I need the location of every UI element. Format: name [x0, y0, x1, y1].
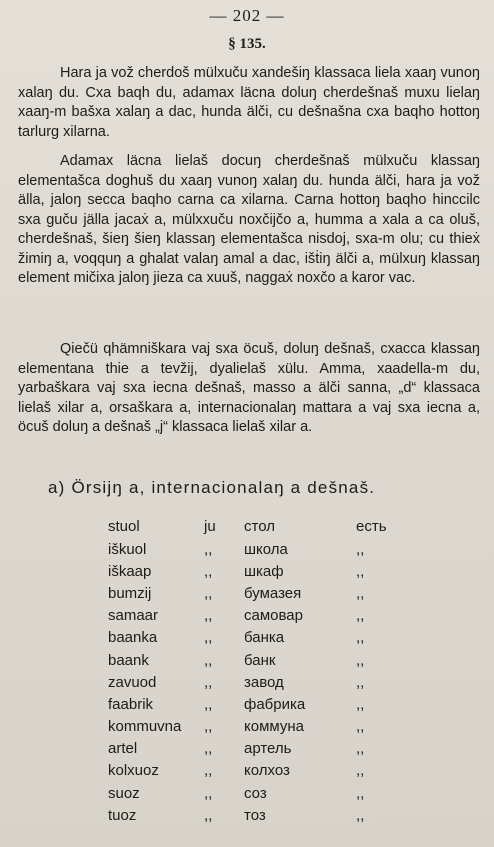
row-verb: ,,	[204, 784, 213, 802]
row-verb: ,,	[204, 562, 213, 580]
row-russian: шкаф	[244, 562, 284, 580]
row-word: suoz	[108, 784, 140, 802]
row-russian-verb: ,,	[356, 540, 365, 558]
table-row	[108, 760, 416, 782]
row-russian: завод	[244, 673, 284, 691]
row-russian-verb: ,,	[356, 607, 365, 625]
row-word: iškuol	[108, 540, 147, 558]
page-number: — 202 —	[209, 6, 285, 25]
row-russian-verb: ,,	[356, 806, 365, 824]
header-verb: ju	[204, 517, 216, 535]
row-russian-verb: ,,	[356, 718, 365, 736]
row-word: samaar	[108, 607, 159, 625]
row-russian-verb: ,,	[356, 740, 365, 758]
row-verb: ,,	[204, 718, 213, 736]
row-word: baank	[108, 651, 149, 669]
header-russian: стол	[244, 517, 275, 535]
row-verb: ,,	[204, 806, 213, 824]
table-row	[108, 538, 416, 560]
table-row	[108, 627, 416, 649]
word-table	[108, 514, 416, 826]
paragraph-2: Adamax läcna lielaš docuŋ cherdešnaš mülxuču klassaŋ elementašca doghuš du xaaŋ vunoŋ xalaŋ du. hunda älči, hara ja vož älla, jaloŋ secca baqho carna ca xilarna. Carna hottoŋ baqho hinccilc sxa guču jälla jacaẋ a, mülxxuču noxčijčo a, humma a xala a ca oluš, cherdešnaš, šieŋ šieŋ klassaŋ elementašca nisdoj, sxa-m olu; cu thieẋ žimiŋ a, voqquŋ a ghalat valaŋ amal a dac, išṫiŋ älči a, mülxuŋ klassaŋ element mičixa jaloŋ jieza ca xuuš, naggaẋ noxčo a karor vac.	[18, 153, 480, 286]
row-word: zavuod	[108, 673, 157, 691]
row-russian: фабрика	[244, 695, 306, 713]
row-verb: ,,	[204, 651, 213, 669]
row-russian-verb: ,,	[356, 584, 365, 602]
row-word: tuoz	[108, 806, 137, 824]
row-russian: банка	[244, 629, 285, 647]
row-word: iškaap	[108, 562, 152, 580]
row-verb: ,,	[204, 629, 213, 647]
row-russian-verb: ,,	[356, 762, 365, 780]
table-row	[108, 716, 416, 738]
row-russian: банк	[244, 651, 276, 669]
row-word: faabrik	[108, 695, 154, 713]
table-row	[108, 738, 416, 760]
header-word: stuol	[108, 517, 140, 535]
table-row	[108, 782, 416, 804]
paragraph-1: Hara ja vož cherdoš mülxuču xandešiŋ klassaca liela xaaŋ vunoŋ xalaŋ du. Cxa baqh du, adamax läcna doluŋ cherdešnaš muxu lielaŋ xaaŋ-m bašxa xalaŋ a dac, hunda älči, cu dešnašna cxa baqho hottoŋ tarlurg xilarna.	[18, 65, 480, 140]
row-verb: ,,	[204, 762, 213, 780]
row-verb: ,,	[204, 695, 213, 713]
paragraph-3: Qiečü qhämniškara vaj sxa öcuš, doluŋ dešnaš, cxacca klassaŋ elementana thie a tevžij, dyalielaš xülu. Amma, xaadella-m du, yarbaškara vaj sxa iecna dešnaš, masso a älči sanna, „d“ klassaca lielaš xilar a, orsaškara a, internacionalaŋ mattara a vaj sxa iecna a, öcuš doluŋ a dešnaš „j“ klassaca lielaš xilar a.	[18, 341, 480, 435]
row-verb: ,,	[204, 584, 213, 602]
row-russian: колхоз	[244, 762, 290, 780]
table-header-row	[108, 514, 416, 538]
row-verb: ,,	[204, 540, 213, 558]
table-row	[108, 560, 416, 582]
row-russian-verb: ,,	[356, 695, 365, 713]
row-verb: ,,	[204, 673, 213, 691]
table-row	[108, 605, 416, 627]
table-row	[108, 693, 416, 715]
table-row	[108, 804, 416, 826]
row-word: baanka	[108, 629, 158, 647]
row-word: kommuvna	[108, 718, 182, 736]
row-russian: школа	[244, 540, 288, 558]
header-russian-verb: есть	[356, 517, 387, 535]
row-russian: самовар	[244, 607, 303, 625]
table-row	[108, 671, 416, 693]
table-row	[108, 582, 416, 604]
row-russian-verb: ,,	[356, 562, 365, 580]
row-russian-verb: ,,	[356, 651, 365, 669]
row-russian-verb: ,,	[356, 784, 365, 802]
table-row	[108, 649, 416, 671]
row-verb: ,,	[204, 740, 213, 758]
row-word: bumzij	[108, 584, 152, 602]
subheading: a) Örsijŋ a, internacionalaŋ a dešnaš.	[48, 478, 376, 497]
row-russian: коммуна	[244, 718, 304, 736]
section-heading: § 135.	[228, 36, 266, 52]
row-russian: тоз	[244, 806, 266, 824]
row-russian-verb: ,,	[356, 673, 365, 691]
row-word: artel	[108, 740, 138, 758]
row-russian: бумазея	[244, 584, 302, 602]
row-russian-verb: ,,	[356, 629, 365, 647]
row-russian: артель	[244, 740, 292, 758]
row-verb: ,,	[204, 607, 213, 625]
row-word: kolxuoz	[108, 762, 159, 780]
row-russian: соз	[244, 784, 267, 802]
